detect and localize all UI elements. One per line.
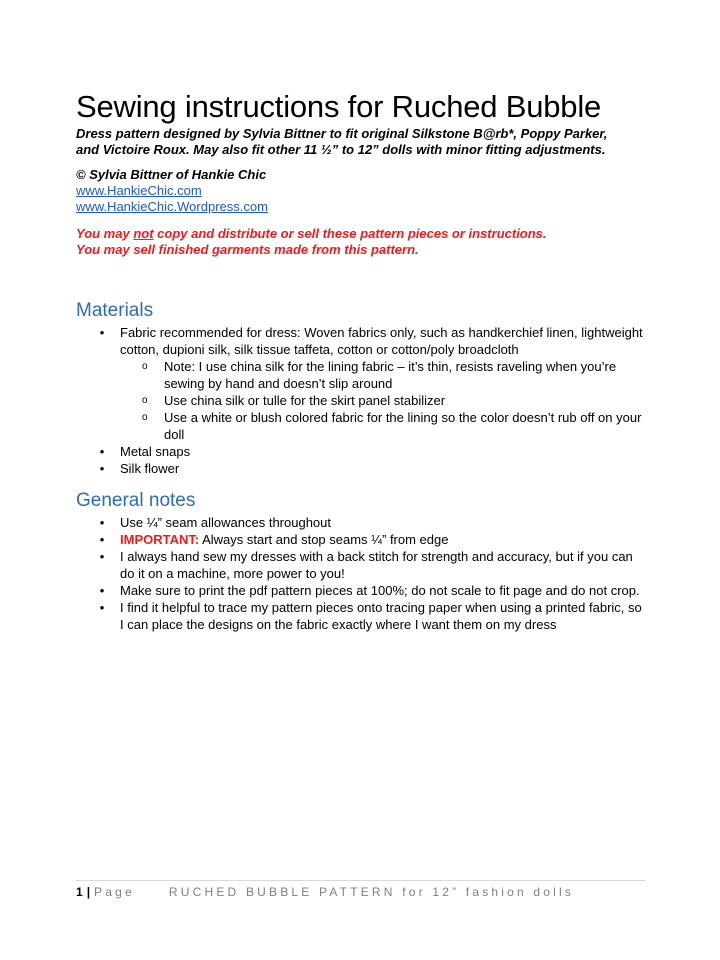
list-item xyxy=(120,392,646,409)
bullet-icon: • xyxy=(99,532,105,547)
list-item xyxy=(120,409,646,443)
list-item xyxy=(96,460,646,477)
list-item-text: Note: I use china silk for the lining fabric – it’s thin, resists raveling when you’re sewing by hand and doesn’t slip around xyxy=(164,359,617,391)
list-item xyxy=(96,599,646,633)
footer-divider xyxy=(76,880,646,881)
document-title: Sewing instructions for Ruched Bubble xyxy=(76,89,602,124)
list-item xyxy=(96,514,646,531)
bullet-icon: • xyxy=(99,600,105,615)
bullet-icon: • xyxy=(99,444,105,459)
bullet-icon: • xyxy=(99,549,105,564)
important-label: IMPORTANT: xyxy=(120,532,200,547)
hankiechic-link[interactable]: www.HankieChic.com xyxy=(76,183,202,198)
page-footer xyxy=(76,884,574,900)
sub-bullet-icon: o xyxy=(142,361,148,372)
footer-separator: | xyxy=(86,885,91,899)
list-item-text: Fabric recommended for dress: Woven fabrics only, such as handkerchief linen, lightweight cotton, dupioni silk, silk tissue taffeta, cotton or cotton/poly broadcloth xyxy=(120,325,643,357)
page-label: Page xyxy=(94,885,135,899)
list-item-text: Use china silk or tulle for the skirt panel stabilizer xyxy=(164,393,446,408)
list-item xyxy=(96,582,646,599)
list-item-text: Metal snaps xyxy=(120,444,191,459)
sub-bullet-icon: o xyxy=(142,395,148,406)
bullet-icon: • xyxy=(99,461,105,476)
list-item xyxy=(96,443,646,460)
materials-heading: Materials xyxy=(76,300,154,321)
page-number: 1 xyxy=(76,885,83,899)
copyright-notice: © Sylvia Bittner of Hankie Chic xyxy=(76,167,267,182)
bullet-icon: • xyxy=(99,583,105,598)
list-item xyxy=(96,324,646,443)
sub-bullet-icon: o xyxy=(142,412,148,423)
list-item xyxy=(120,358,646,392)
warning-emphasis: not xyxy=(133,226,154,241)
list-item-text: Silk flower xyxy=(120,461,180,476)
list-item xyxy=(96,531,646,548)
bullet-icon: • xyxy=(99,515,105,530)
sell-notice: You may sell finished garments made from this pattern. xyxy=(76,242,419,257)
general-notes-heading: General notes xyxy=(76,490,196,511)
list-item xyxy=(96,548,646,582)
footer-title: RUCHED BUBBLE PATTERN for 12” fashion dolls xyxy=(168,885,575,899)
subtitle-line-2: and Victoire Roux. May also fit other 11 ½” to 12” dolls with minor fitting adjustments. xyxy=(76,142,606,157)
copy-warning xyxy=(76,226,676,242)
list-item-text: I find it helpful to trace my pattern pieces onto tracing paper when using a printed fabric, so I can place the designs on the fabric exactly where I want them on my dress xyxy=(120,600,642,632)
bullet-icon: • xyxy=(99,325,105,340)
fabric-notes-list xyxy=(120,358,646,443)
list-item-text: Always start and stop seams ¼” from edge xyxy=(199,532,449,547)
subtitle-line-1: Dress pattern designed by Sylvia Bittner to fit original Silkstone B@rb*, Poppy Parker, xyxy=(76,126,608,141)
list-item-text: Use a white or blush colored fabric for the lining so the color doesn’t rub off on your doll xyxy=(164,410,642,442)
materials-list xyxy=(96,324,646,477)
warning-text: You may xyxy=(76,226,134,241)
list-item-text: I always hand sew my dresses with a back stitch for strength and accuracy, but if you can do it on a machine, more power to you! xyxy=(120,549,633,581)
list-item-text: Make sure to print the pdf pattern pieces at 100%; do not scale to fit page and do not crop. xyxy=(120,583,640,598)
warning-text: copy and distribute or sell these pattern pieces or instructions. xyxy=(153,226,547,241)
list-item-text: Use ¼” seam allowances throughout xyxy=(120,515,332,530)
hankiechic-wordpress-link[interactable]: www.HankieChic.Wordpress.com xyxy=(76,199,268,214)
subtitle xyxy=(76,126,656,158)
general-notes-list xyxy=(96,514,646,633)
